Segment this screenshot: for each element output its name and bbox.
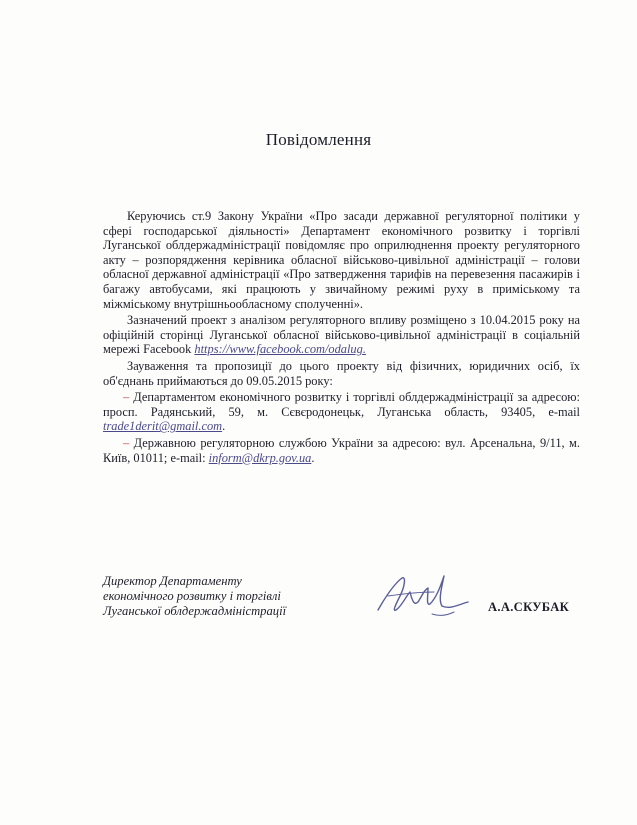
document-title: Повідомлення xyxy=(265,130,372,149)
list-item-department-text: Департаментом економічного розвитку і торгівлі облдержадміністрації за адресою: просп. Радянський, 59, м. Сєвєродонецьк, Луганська область, 93405, e-mail xyxy=(103,390,580,419)
paragraph-comments: Зауваження та пропозиції до цього проекту від фізичних, юридичних осіб, їх об'єднань приймаються до 09.05.2015 року: xyxy=(103,358,580,388)
paragraph-publication xyxy=(103,313,580,357)
list-item-end: . xyxy=(311,450,315,465)
signatory-line-3: Луганської облдержадміністрації xyxy=(103,604,287,618)
list-dash: – xyxy=(123,390,130,405)
list-item-end: . xyxy=(222,419,226,434)
list-item-regulatory-service xyxy=(103,436,580,465)
list-item-regulatory-text: Державною регуляторною службою України за адресою: вул. Арсенальна, 9/11, м. Київ, 01011; e-mail: xyxy=(103,435,580,465)
regulatory-email-link[interactable]: inform@dkrp.gov.ua xyxy=(208,450,312,465)
signatory-name: А.А.СКУБАК xyxy=(488,600,570,614)
list-dash: – xyxy=(123,435,130,450)
department-email-link[interactable]: trade1derit@gmail.com xyxy=(103,419,223,434)
list-item-department xyxy=(103,390,580,434)
handwritten-signature xyxy=(372,566,472,626)
signatory-line-1: Директор Департаменту xyxy=(103,574,242,588)
paragraph-publication-text: Зазначений проект з аналізом регуляторного впливу розміщено з 10.04.2015 року на офіційній сторінці Луганської обласної військово-цивільної адміністрації в соціальній мережі Facebook xyxy=(103,313,580,357)
paragraph-intro: Керуючись ст.9 Закону України «Про засади державної регуляторної політики у сфері господарської діяльності» Департамент економічного розвитку і торгівлі Луганської облдержадміністрації повідомляє про оприлюднення проекту регуляторного акту – розпорядження керівника обласної військово-цивільної адміністрації – голови обласної державної адміністрації «Про затвердження тарифів на перевезення пасажирів і багажу автобусами, які працюють у звичайному режимі руху в приміському та міжміському внутрішньообласному сполученні». xyxy=(103,209,580,311)
document-body xyxy=(103,209,580,465)
signatory-position xyxy=(103,574,333,619)
signatory-line-2: економічного розвитку і торгівлі xyxy=(103,589,281,603)
facebook-link[interactable]: https://www.facebook.com/odalug. xyxy=(194,342,366,357)
